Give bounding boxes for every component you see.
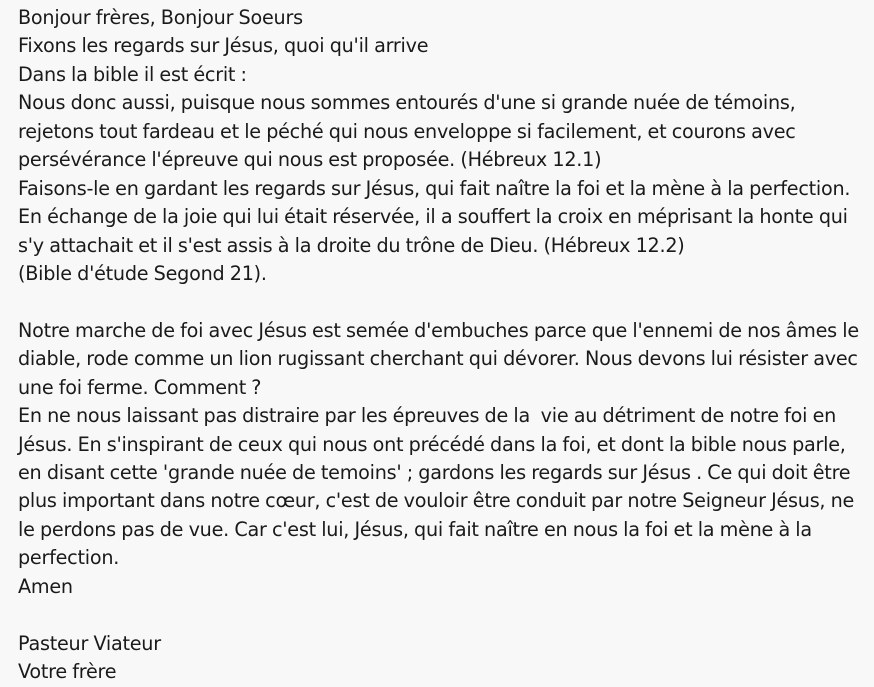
reflection-line: Jésus. En s'inspirant de ceux qui nous ont précédé dans la foi, et dont la bible nous parle, [18, 432, 846, 456]
reflection-line: le perdons pas de vue. Car c'est lui, Jésus, qui fait naître en nous la foi et la mène à la [18, 517, 812, 541]
greeting-line: Fixons les regards sur Jésus, quoi qu'il arrive [18, 34, 429, 58]
greeting-block [18, 4, 870, 89]
paragraph-spacer [18, 601, 870, 629]
reflection-line: Notre marche de foi avec Jésus est semée d'embuches parce que l'ennemi de nos âmes le [18, 318, 859, 342]
amen-line: Amen [18, 574, 73, 598]
signature-closing: Votre frère [18, 660, 117, 684]
signature-block [18, 630, 870, 687]
reflection-line: plus important dans notre cœur, c'est de vouloir être conduit par notre Seigneur Jésus, ne [18, 489, 855, 513]
message-body [18, 4, 870, 687]
scripture-line: Faisons-le en gardant les regards sur Jésus, qui fait naître la foi et la mène à la perfection. [18, 176, 851, 200]
reflection-line: en disant cette 'grande nuée de temoins' ; gardons les regards sur Jésus . Ce qui doit être [18, 461, 851, 484]
scripture-line: Nous donc aussi, puisque nous sommes entourés d'une si grande nuée de témoins, [18, 91, 796, 115]
reflection-line: une foi ferme. Comment ? [18, 375, 262, 399]
reflection-line: En ne nous laissant pas distraire par les épreuves de la vie au détriment de notre foi en [18, 404, 837, 428]
paragraph-spacer [18, 288, 870, 316]
reflection-line: diable, rode comme un lion rugissant cherchant qui dévorer. Nous devons lui résister avec [18, 347, 858, 371]
scripture-line: En échange de la joie qui lui était réservée, il a souffert la croix en méprisant la honte qui [18, 205, 848, 229]
scripture-line: rejetons tout fardeau et le péché qui nous enveloppe si facilement, et courons avec [18, 119, 796, 143]
scripture-citation: (Bible d'étude Segond 21). [18, 261, 267, 285]
reflection-paragraph [18, 317, 870, 601]
scripture-line: persévérance l'épreuve qui nous est proposée. (Hébreux 12.1) [18, 148, 602, 172]
greeting-line: Dans la bible il est écrit : [18, 62, 247, 86]
reflection-line: perfection. [18, 546, 120, 570]
greeting-line: Bonjour frères, Bonjour Soeurs [18, 6, 303, 29]
scripture-quote [18, 89, 870, 288]
scripture-line: s'y attachait et il s'est assis à la droite du trône de Dieu. (Hébreux 12.2) [18, 233, 685, 257]
signature-name: Pasteur Viateur [18, 631, 161, 655]
